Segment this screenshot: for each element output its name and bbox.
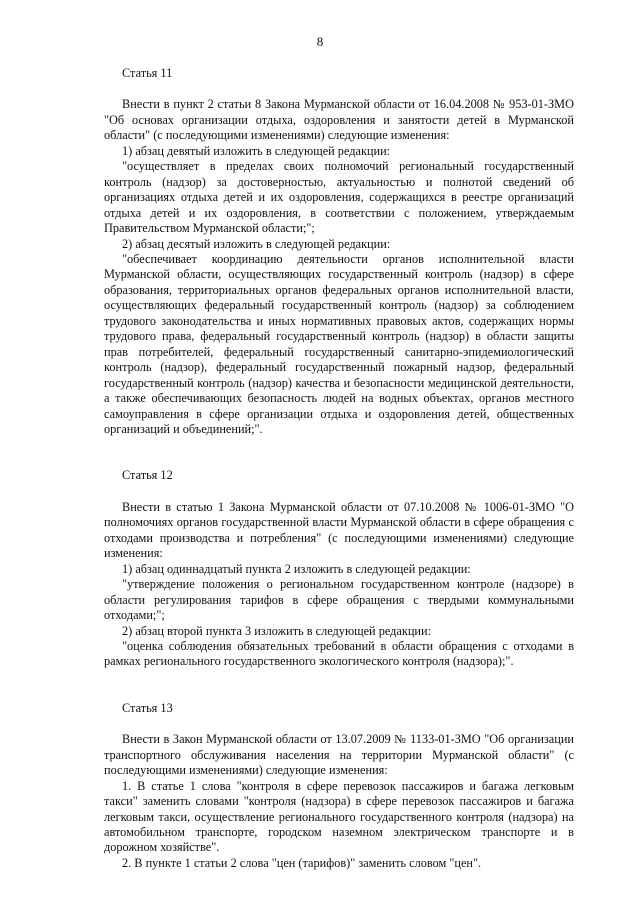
amendment-text: "осуществляет в пределах своих полномочий региональный государственный контроль (надзор) за достоверностью, актуальностью и полнотой сведений об организациях отдыха детей и их оздоровления, содержащихся в реестре организаций отдыха детей и их оздоровления, в соответствии с положением, утверждаемым Правительством Мурманской области;"; — [104, 159, 574, 236]
document-body — [104, 66, 574, 871]
article-intro: Внести в пункт 2 статьи 8 Закона Мурманской области от 16.04.2008 № 953-01-ЗМО "Об основах организации отдыха, оздоровления и занятости детей в Мурманской области" (с последующими изменениями) следующие изменения: — [104, 97, 574, 143]
amendment-item: 1) абзац девятый изложить в следующей редакции: — [122, 143, 391, 158]
article-heading: Статья 11 — [122, 66, 173, 80]
amendment-text: "утверждение положения о региональном государственном контроле (надзоре) в области регулирования тарифов в сфере обращения с твердыми коммунальными отходами;"; — [104, 577, 574, 623]
article-intro: Внести в статью 1 Закона Мурманской области от 07.10.2008 № 1006-01-ЗМО "О полномочиях органов государственной власти Мурманской области в сфере обращения с отходами производства и потребления" (с последующими изменениями) следующие изменения: — [104, 499, 574, 561]
article-heading: Статья 13 — [122, 700, 173, 715]
article-12 — [104, 468, 574, 669]
amendment-text: "обеспечивает координацию деятельности органов исполнительной власти Мурманской области, осуществляющих государственный контроль (надзор) в сфере образования, территориальных органов федеральных органов исполнительной власти, осуществляющих федеральный государственный контроль (надзор) за соблюдением трудового законодательства и иных нормативных правовых актов, содержащих нормы трудового права, федеральный государственный контроль (надзор) в области защиты прав потребителей, федеральный государственный санитарно-эпидемиологический контроль (надзор), федеральный государственный пожарный надзор, федеральный государственный контроль (надзор) качества и безопасности медицинской деятельности, а также обеспечивающих безопасность людей на водных объектах, органов местного самоуправления в сфере организации отдыха и оздоровления детей, общественных организаций и объединений;". — [104, 251, 574, 436]
article-11 — [104, 66, 574, 437]
page-number: 8 — [316, 34, 324, 49]
article-13 — [104, 701, 574, 872]
amendment-item: 2. В пункте 1 статьи 2 слова "цен (тарифов)" заменить словом "цен". — [122, 855, 482, 870]
amendment-item: 1. В статье 1 слова "контроля в сфере перевозок пассажиров и багажа легковым такси" заменить словами "контроля (надзора) в сфере перевозок пассажиров и багажа легковым такси, осуществление регионального государственного контроля (надзора) на автомобильном транспорте, городском наземном электрическом транспорте и в дорожном хозяйстве". — [104, 778, 574, 855]
amendment-item: 1) абзац одиннадцатый пункта 2 изложить в следующей редакции: — [122, 561, 471, 576]
amendment-item: 2) абзац десятый изложить в следующей редакции: — [122, 236, 391, 251]
article-intro: Внести в Закон Мурманской области от 13.07.2009 № 1133-01-ЗМО "Об организации транспортного обслуживания населения на территории Мурманской области" (с последующими изменениями) следующие изменения: — [104, 732, 574, 778]
amendment-text: "оценка соблюдения обязательных требований в области обращения с отходами в рамках регионального государственного экологического контроля (надзора);". — [104, 638, 574, 669]
amendment-item: 2) абзац второй пункта 3 изложить в следующей редакции: — [122, 623, 432, 638]
article-heading: Статья 12 — [122, 468, 173, 483]
